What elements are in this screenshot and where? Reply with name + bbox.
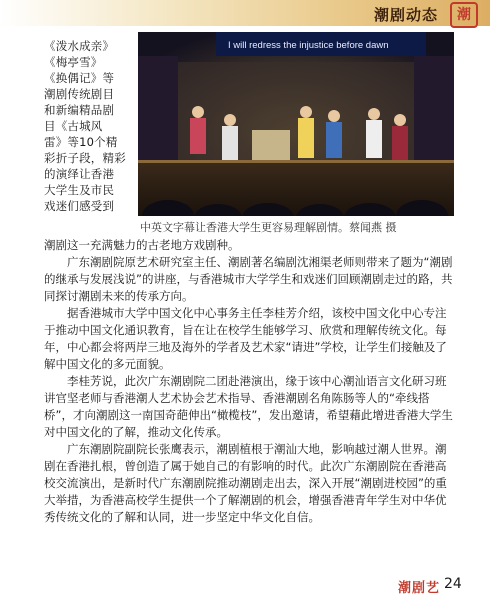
- intro-line: 目《古城风: [44, 119, 103, 133]
- intro-line: 戏迷们感受到: [44, 199, 115, 213]
- intro-line: 的演绎让香港: [44, 167, 115, 181]
- section-title: 潮剧动态: [373, 6, 438, 24]
- intro-line: 彩折子段，精彩: [44, 151, 126, 165]
- intro-line: 《泼水成亲》: [44, 39, 115, 53]
- intro-line: 和新编精品剧: [44, 103, 115, 117]
- magazine-logo: 潮剧艺: [398, 581, 441, 596]
- paragraph: 李桂芳说，此次广东潮剧院二团赴港演出，缘于该中心潮汕语言文化研习班讲官坚老师与香港潮人艺术协会艺术指导、香港潮剧名角陈肠等人的“牵线搭桥”，才向潮剧这一南国奇葩伸出“橄榄枝”，发出邀请，希望藉此增进香港大学生对中国文化的了解，推动文化传承。: [44, 374, 453, 439]
- intro-text: [44, 38, 126, 214]
- stage-photo: [138, 32, 454, 216]
- paragraph: 广东潮剧院原艺术研究室主任、潮剧著名编剧沈湘渠老师则带来了题为“潮剧的继承与发展浅说”的讲座，与香港城市大学学生和戏迷们回顾潮剧走过的路，共同探讨潮剧未来的传承方向。: [44, 255, 453, 303]
- stage-photo-illustration: [138, 32, 454, 216]
- seal-logo: 潮: [450, 2, 478, 28]
- intro-line: 潮剧传统剧目: [44, 87, 115, 101]
- article-body: [44, 237, 454, 526]
- intro-line: 《换偶记》等: [44, 71, 115, 85]
- page-number: 24: [444, 576, 462, 592]
- surtitle-text: I will redress the injustice before dawn: [228, 40, 389, 51]
- intro-line: 大学生及市民: [44, 183, 115, 197]
- photo-caption: 中英文字幕让香港大学生更容易理解剧情。蔡闻燕 摄: [140, 221, 397, 234]
- page-header: [0, 0, 490, 26]
- paragraph: 据香港城市大学中国文化中心事务主任李桂芳介绍，该校中国文化中心专注于推动中国文化通识教育，旨在让在校学生能够学习、欣赏和理解传统文化。每年，中心都会将两岸三地及海外的学者及艺术家“请进”学校，让学生们接触及了解中国文化的多元面貌。: [44, 306, 447, 371]
- paragraph: 广东潮剧院副院长张鹰表示，潮剧植根于潮汕大地，影响越过潮人世界。潮剧在香港扎根，曾创造了属于她自己的有影响的时代。此次广东潮剧院在香港高校交流演出，是新时代广东潮剧院推动潮剧走出去，深入开展“潮剧进校园”的重大举措，为香港高校学生提供一个了解潮剧的机会，增强香港青年学生对中华优秀传统文化的了解和认同，进一步坚定中华文化自信。: [44, 442, 447, 524]
- paragraph: 潮剧这一充满魅力的古老地方戏剧种。: [44, 238, 240, 252]
- intro-line: 雷》等10个精: [44, 135, 118, 149]
- intro-line: 《梅亭雪》: [44, 55, 103, 69]
